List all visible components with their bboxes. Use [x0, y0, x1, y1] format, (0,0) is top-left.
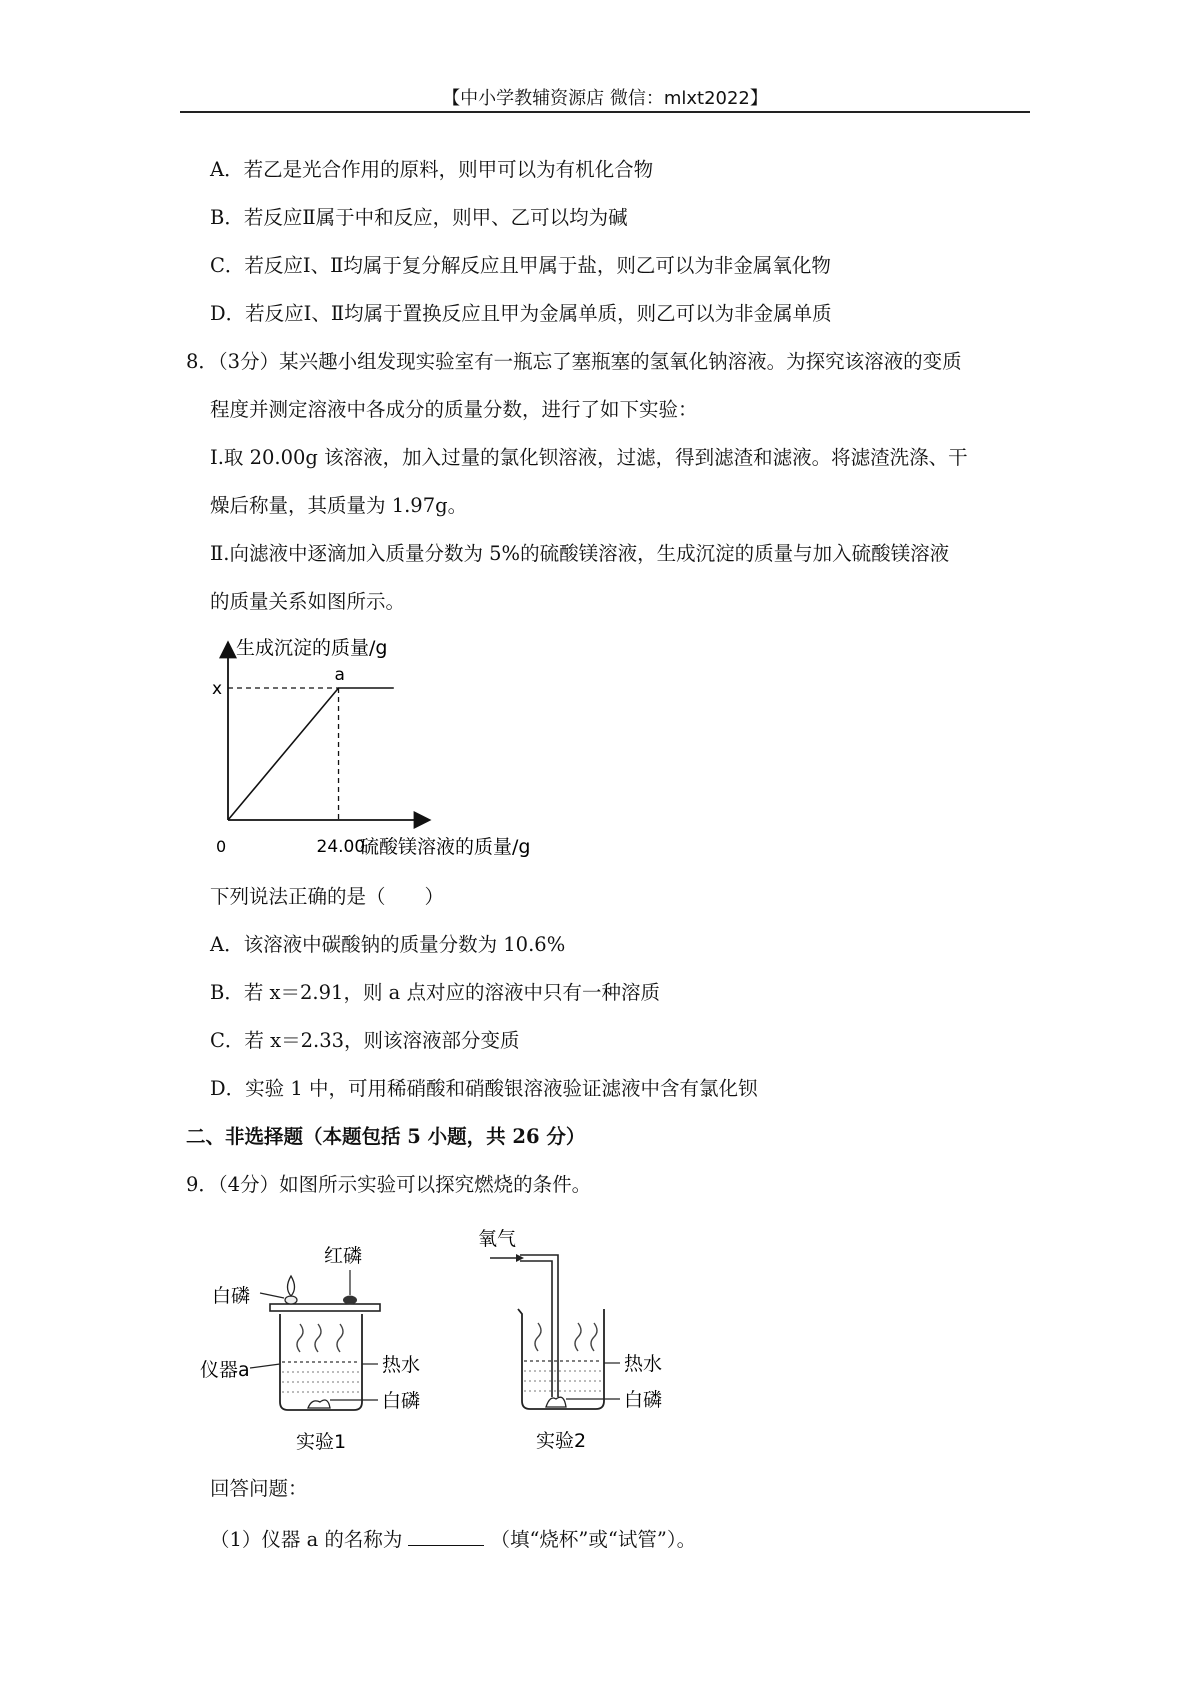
x-tick-label: 24.00	[316, 837, 366, 857]
q8-option-a: A．该溶液中碳酸钠的质量分数为 10.6%	[210, 933, 566, 956]
q8-stem-line1: 8．（3分）某兴趣小组发现实验室有一瓶忘了塞瓶塞的氢氧化钠溶液。为探究该溶液的变质	[186, 350, 962, 373]
label-white-phosphorus-bottom: 白磷	[382, 1390, 421, 1412]
label-oxygen: 氧气	[478, 1228, 517, 1250]
q8-step2-line1: Ⅱ.向滤液中逐滴加入质量分数为 5%的硫酸镁溶液，生成沉淀的质量与加入硫酸镁溶液	[210, 542, 950, 565]
caption-experiment-1: 实验1	[296, 1431, 347, 1453]
red-phosphorus	[343, 1296, 357, 1305]
section2-title: 二、非选择题（本题包括 5 小题，共 26 分）	[186, 1125, 586, 1148]
experiment-2-figure	[470, 1215, 700, 1455]
origin-label: 0	[216, 837, 227, 856]
q8-step1-line1: Ⅰ.取 20.00g 该溶液，加入过量的氯化钡溶液，过滤，得到滤渣和滤液。将滤渣洗涤、干	[210, 446, 968, 469]
q9-sub1-text: （1）仪器 a 的名称为	[210, 1528, 403, 1551]
q7-option-d: D．若反应Ⅰ、Ⅱ均属于置换反应且甲为金属单质，则乙可以为非金属单质	[210, 302, 832, 325]
header-rule	[180, 111, 1030, 113]
copper-plate	[270, 1304, 380, 1311]
white-phosphorus-underwater	[308, 1400, 330, 1408]
x-axis-label: 硫酸镁溶液的质量/g	[360, 836, 531, 858]
q9-sub1-hint: （填“烧杯”或“试管”）。	[490, 1528, 697, 1551]
precipitate-chart	[200, 630, 560, 870]
point-a-label: a	[334, 665, 345, 685]
steam-1	[297, 1324, 343, 1352]
q7-option-b: B．若反应Ⅱ属于中和反应，则甲、乙可以均为碱	[210, 206, 628, 229]
label-white-phosphorus-2: 白磷	[624, 1389, 663, 1411]
white-phosphorus-2	[546, 1397, 566, 1407]
y-axis-label: 生成沉淀的质量/g	[236, 637, 388, 659]
experiment-1-figure	[200, 1240, 460, 1455]
q7-option-a: A．若乙是光合作用的原料，则甲可以为有机化合物	[210, 158, 654, 181]
q8-option-d: D．实验 1 中，可用稀硝酸和硝酸银溶液验证滤液中含有氯化钡	[210, 1077, 758, 1100]
q8-step1-line2: 燥后称量，其质量为 1.97g。	[210, 494, 468, 517]
q8-question: 下列说法正确的是（ ）	[210, 885, 445, 908]
q7-option-c: C．若反应Ⅰ、Ⅱ均属于复分解反应且甲属于盐，则乙可以为非金属氧化物	[210, 254, 831, 277]
label-white-phosphorus-top: 白磷	[212, 1285, 251, 1307]
beaker-2	[518, 1309, 604, 1409]
y-tick-label: x	[212, 679, 223, 699]
white-phosphorus-burning	[285, 1296, 297, 1304]
q9-answer-prompt: 回答问题：	[210, 1477, 308, 1500]
oxygen-tube	[520, 1255, 558, 1397]
flame-icon	[288, 1276, 295, 1296]
label-hot-water-2: 热水	[624, 1353, 663, 1375]
q9-subquestion-1	[210, 1525, 696, 1551]
q8-option-b: B．若 x＝2.91，则 a 点对应的溶液中只有一种溶质	[210, 981, 660, 1004]
q8-step2-line2: 的质量关系如图所示。	[210, 590, 406, 613]
q8-option-c: C．若 x＝2.33，则该溶液部分变质	[210, 1029, 520, 1052]
steam-2	[535, 1323, 597, 1351]
q8-stem-line2: 程度并测定溶液中各成分的质量分数，进行了如下实验：	[210, 398, 698, 421]
page-header: 【中小学教辅资源店 微信：mlxt2022】	[442, 88, 768, 109]
caption-experiment-2: 实验2	[536, 1430, 587, 1452]
label-red-phosphorus: 红磷	[324, 1245, 363, 1267]
label-hot-water-1: 热水	[382, 1354, 421, 1376]
series-line	[228, 688, 394, 820]
label-apparatus-a: 仪器a	[200, 1359, 250, 1381]
q9-stem: 9．（4分）如图所示实验可以探究燃烧的条件。	[186, 1173, 592, 1196]
answer-blank[interactable]	[408, 1525, 484, 1546]
